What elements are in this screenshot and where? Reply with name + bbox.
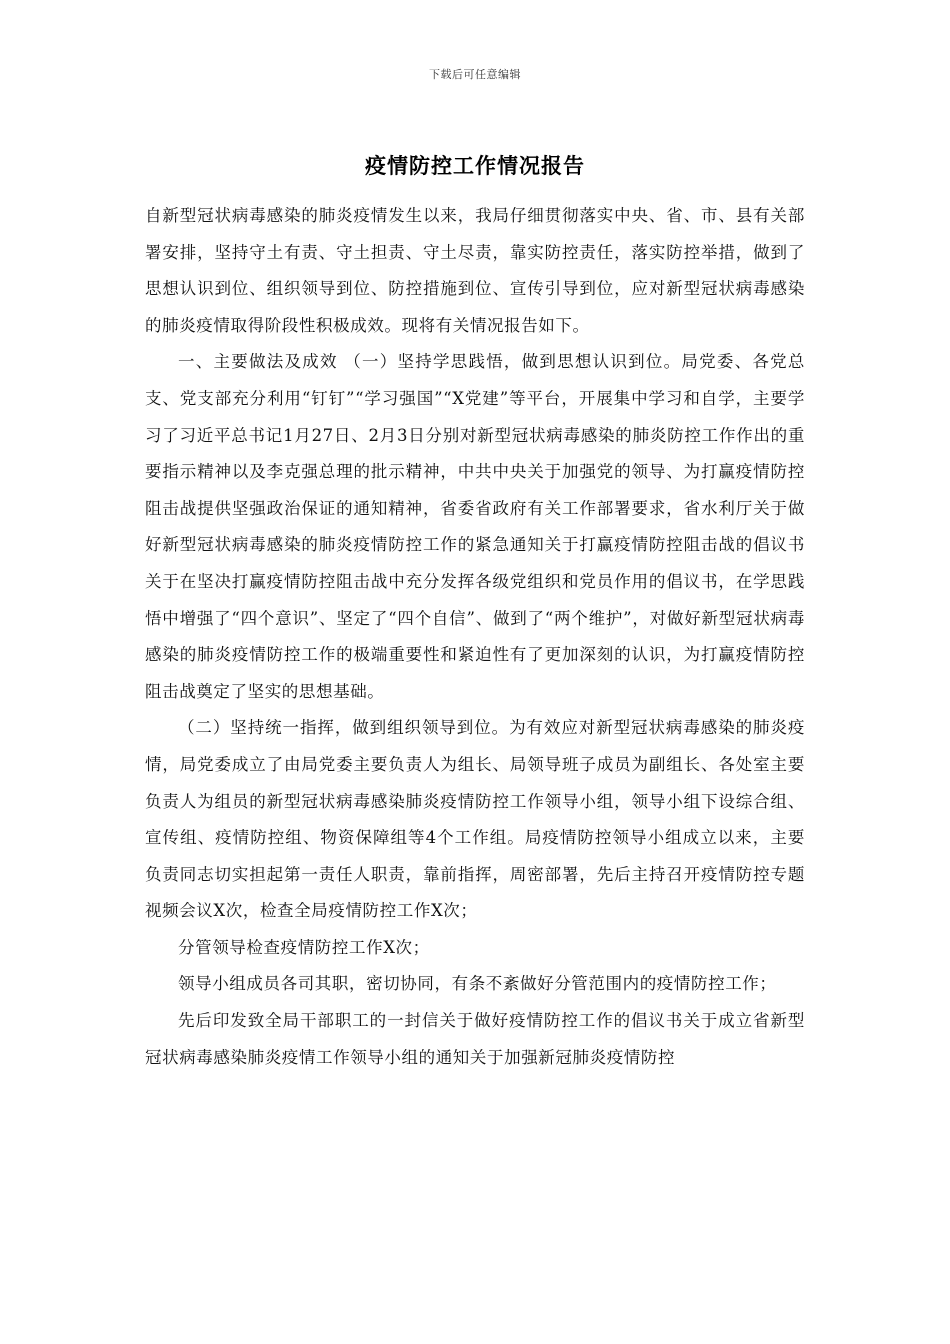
header-note: 下载后可任意编辑	[429, 68, 521, 81]
document-title: 疫情防控工作情况报告	[365, 153, 585, 178]
paragraph-section-2: （二）坚持统一指挥，做到组织领导到位。为有效应对新型冠状病毒感染的肺炎疫情，局党委成立了由局党委主要负责人为组长、局领导班子成员为副组长、各处室主要负责人为组员的新型冠状病毒感染肺炎疫情防控工作领导小组，领导小组下设综合组、宣传组、疫情防控组、物资保障组等4个工作组。局疫情防控领导小组成立以来，主要负责同志切实担起第一责任人职责，靠前指挥，周密部署，先后主持召开疫情防控专题视频会议X次，检查全局疫情防控工作X次；	[145, 718, 805, 921]
paragraph-item-1: 分管领导检查疫情防控工作X次；	[178, 937, 430, 957]
paragraph-intro: 自新型冠状病毒感染的肺炎疫情发生以来，我局仔细贯彻落实中央、省、市、县有关部署安排，坚持守土有责、守土担责、守土尽责，靠实防控责任，落实防控举措，做到了思想认识到位、组织领导到位、防控措施到位、宣传引导到位，应对新型冠状病毒感染的肺炎疫情取得阶段性积极成效。现将有关情况报告如下。	[145, 206, 805, 335]
paragraph-item-3: 先后印发致全局干部职工的一封信关于做好疫情防控工作的倡议书关于成立省新型冠状病毒感染肺炎疫情工作领导小组的通知关于加强新冠肺炎疫情防控	[145, 1011, 805, 1067]
paragraph-section-1: 一、主要做法及成效 （一）坚持学思践悟，做到思想认识到位。局党委、各党总支、党支部充分利用“钉钉”“学习强国”“X党建”等平台，开展集中学习和自学，主要学习了习近平总书记1月27日、2月3日分别对新型冠状病毒感染的肺炎防控工作作出的重要指示精神以及李克强总理的批示精神，中共中央关于加强党的领导、为打赢疫情防控阻击战提供坚强政治保证的通知精神，省委省政府有关工作部署要求，省水利厅关于做好新型冠状病毒感染的肺炎疫情防控工作的紧急通知关于打赢疫情防控阻击战的倡议书关于在坚决打赢疫情防控阻击战中充分发挥各级党组织和党员作用的倡议书，在学思践悟中增强了“四个意识”、坚定了“四个自信”、做到了“两个维护”，对做好新型冠状病毒感染的肺炎疫情防控工作的极端重要性和紧迫性有了更加深刻的认识，为打赢疫情防控阻击战奠定了坚实的思想基础。	[145, 352, 805, 701]
document-body	[145, 198, 805, 1076]
paragraph-item-2: 领导小组成员各司其职，密切协同，有条不紊做好分管范围内的疫情防控工作；	[178, 974, 777, 994]
